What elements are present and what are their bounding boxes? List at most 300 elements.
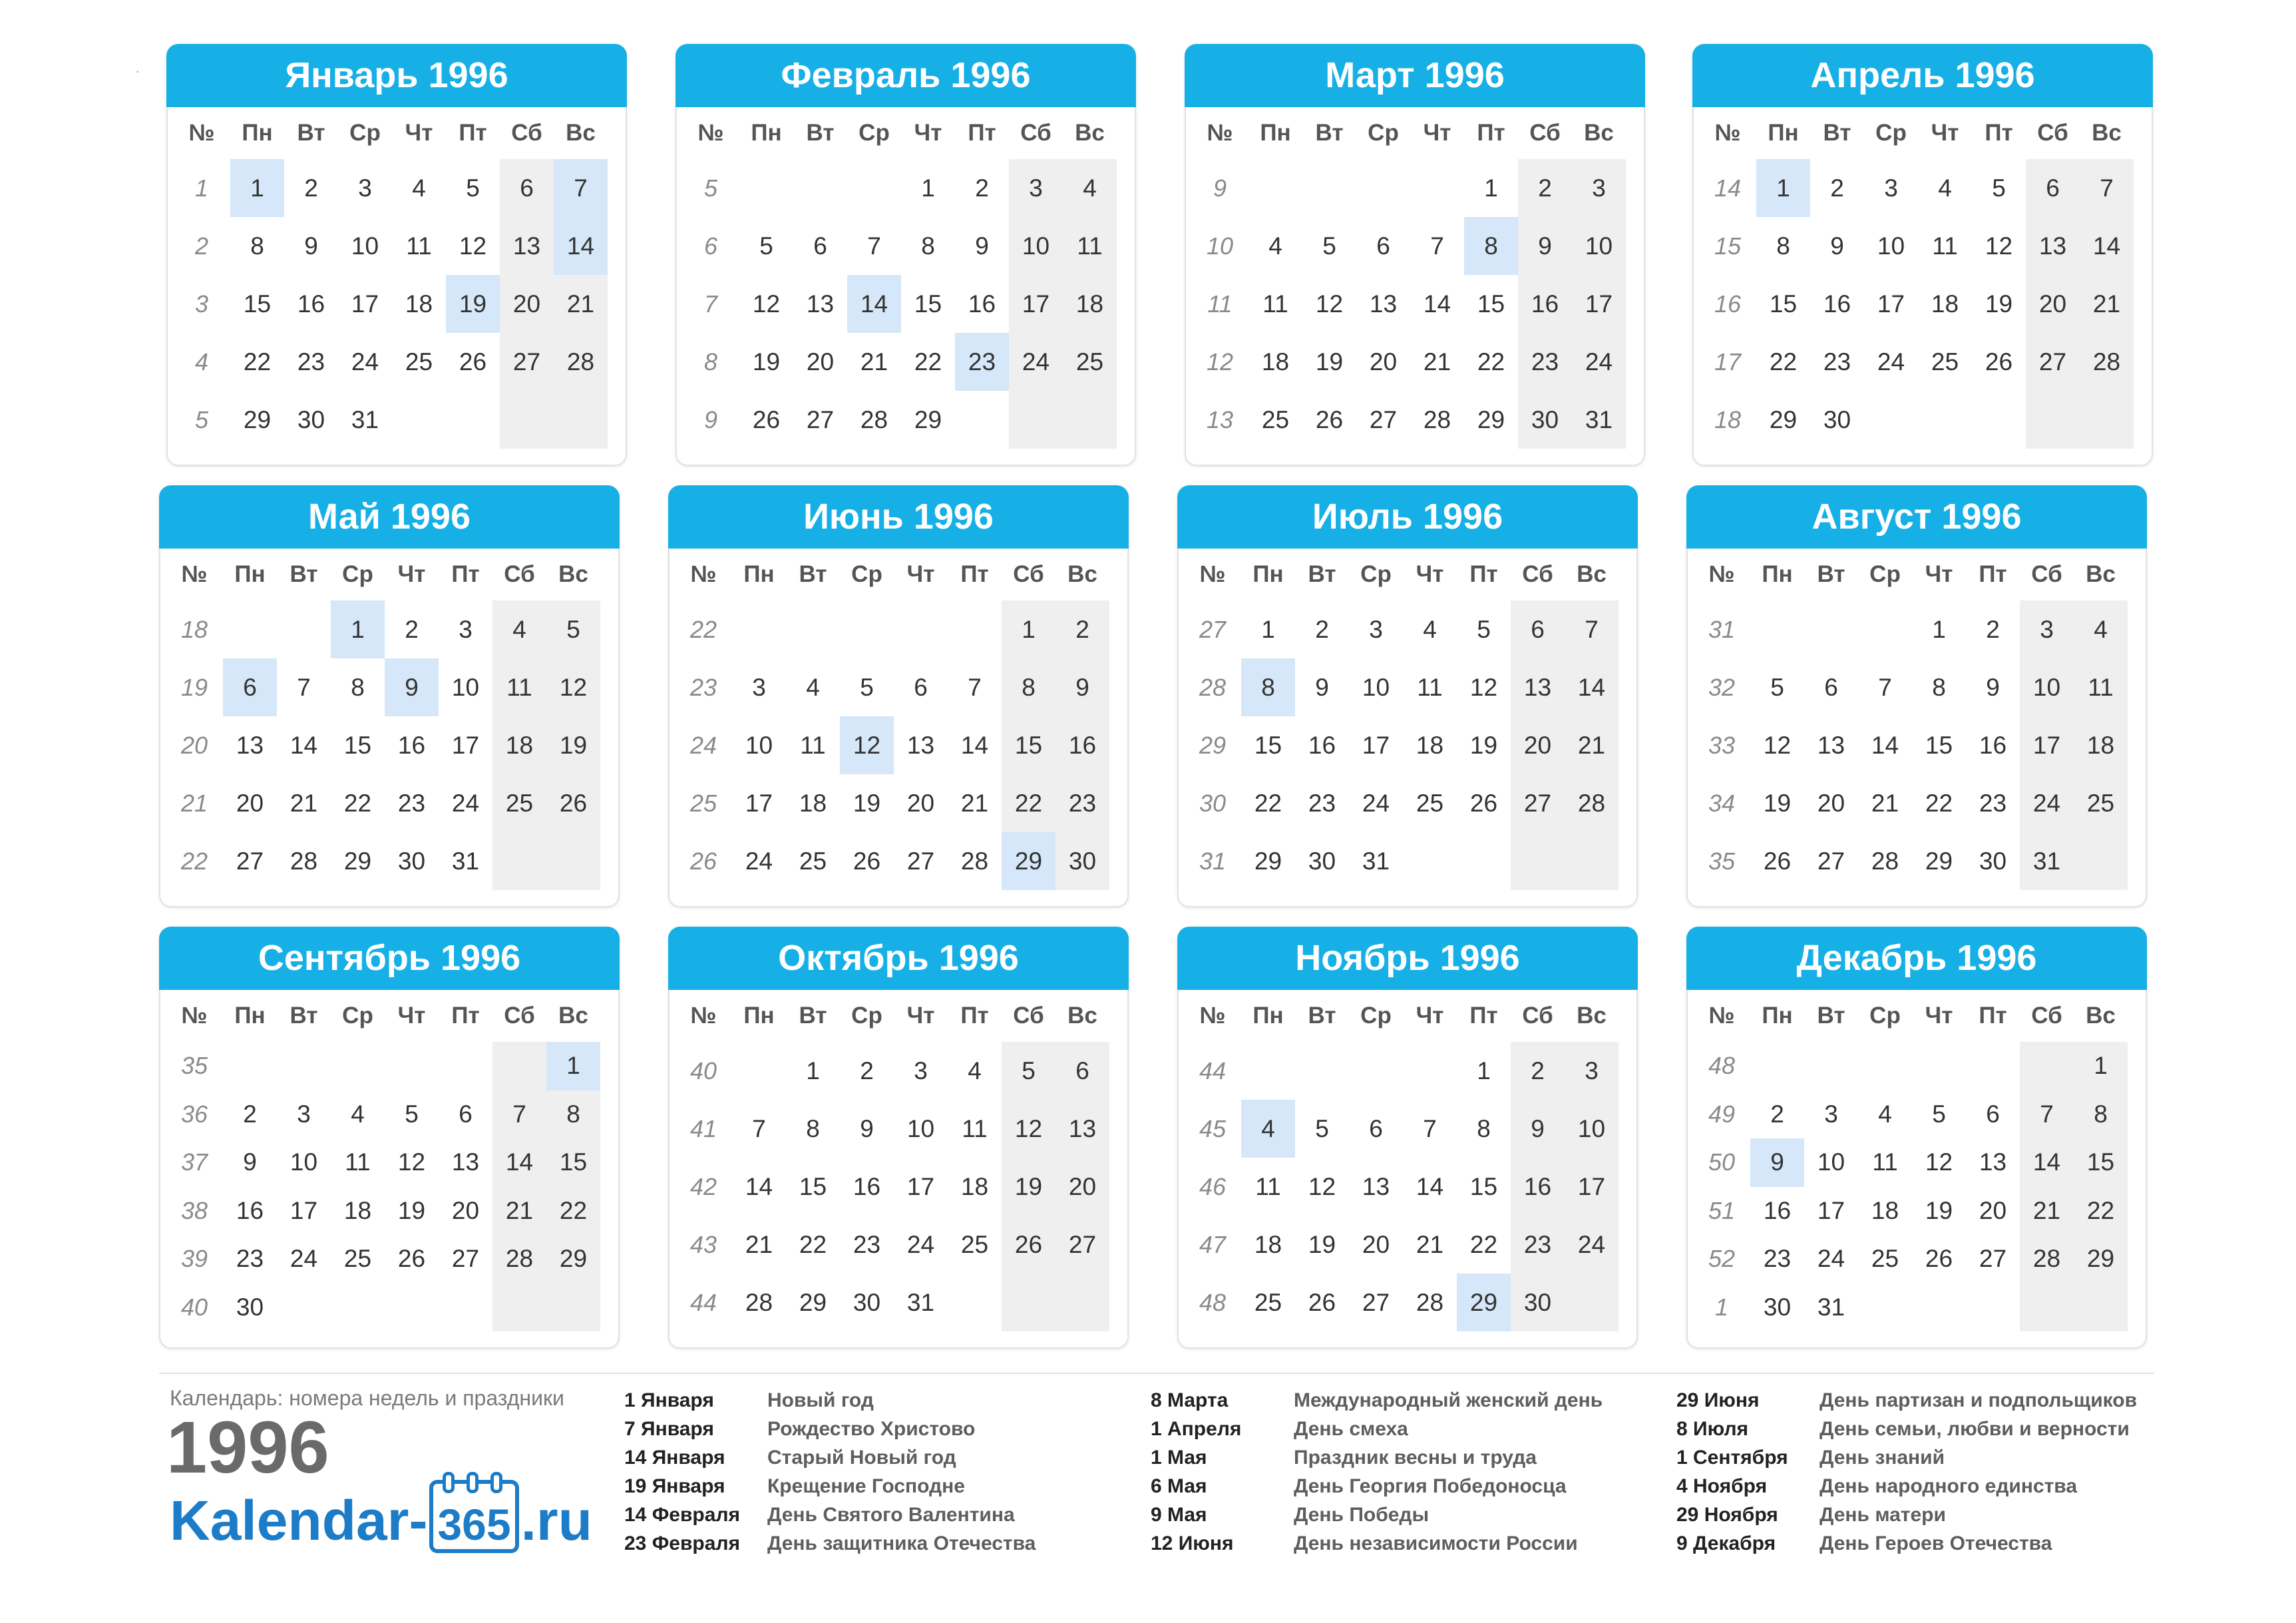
day-cell: 15: [343, 731, 372, 759]
day-cell: 25: [960, 1230, 989, 1258]
weekday-header: Пн: [1762, 1003, 1793, 1029]
day-cell: 28: [554, 333, 608, 391]
day-cell: 4: [412, 174, 426, 202]
holiday-date: 14 Января: [624, 1447, 725, 1469]
weekday-header: Ср: [851, 1003, 882, 1029]
footer-year: 1996: [166, 1407, 329, 1489]
day-cell: 29: [546, 1235, 600, 1283]
day-cell: 16: [236, 1196, 264, 1224]
week-number: 45: [1199, 1114, 1227, 1142]
week-number: 40: [689, 1056, 717, 1084]
week-number: 1: [194, 174, 209, 202]
day-cell: 2: [1315, 615, 1329, 643]
day-cell: 14: [1871, 731, 1899, 759]
weekday-header: Вс: [2086, 1003, 2116, 1029]
day-cell: 3: [1565, 1042, 1619, 1100]
holiday-day-cell: 1: [1756, 159, 1810, 217]
weekday-header-row: [1184, 549, 1619, 600]
day-cell: 21: [2020, 1187, 2074, 1236]
day-cell: 2: [1830, 174, 1844, 202]
day-cell: 17: [906, 1172, 935, 1200]
day-cell: 7: [1878, 673, 1892, 701]
day-cell: 11: [1417, 673, 1443, 701]
holiday-row: [1151, 1472, 1603, 1501]
weekday-header: Ср: [342, 1003, 373, 1029]
holiday-day-cell: 1: [546, 1042, 600, 1090]
day-cell: 7: [492, 1090, 546, 1139]
weekday-header: Сб: [2031, 561, 2062, 587]
day-cell: 15: [1477, 290, 1505, 318]
empty-day-cell: [894, 600, 948, 658]
weekday-header: Пт: [1979, 561, 2007, 587]
day-cell: 19: [397, 1196, 426, 1224]
day-cell: 26: [1763, 847, 1792, 875]
day-cell: 24: [906, 1230, 935, 1258]
empty-day-cell: [1972, 391, 2026, 449]
week-number: 36: [180, 1100, 208, 1128]
weekday-header: Пт: [1985, 120, 2013, 146]
weekday-header: Вс: [1067, 561, 1097, 587]
day-cell: 29: [1477, 405, 1505, 433]
weekday-header: Пн: [743, 1003, 775, 1029]
week-number: 44: [1199, 1056, 1227, 1084]
weekday-header-row: [1693, 549, 2128, 600]
day-cell: 24: [1572, 333, 1626, 391]
day-cell: 31: [1817, 1293, 1845, 1321]
empty-day-cell: [948, 1274, 1002, 1331]
holiday-column: [624, 1386, 1036, 1558]
holiday-day-cell: 1: [230, 159, 284, 217]
week-number: 23: [689, 673, 717, 701]
day-cell: 31: [1572, 391, 1626, 449]
empty-day-cell: [492, 1283, 546, 1332]
day-cell: 3: [2020, 600, 2074, 658]
days-grid: [166, 600, 600, 890]
empty-day-cell: [1511, 832, 1565, 890]
day-cell: 10: [1572, 217, 1626, 275]
holiday-row: [624, 1386, 1036, 1415]
calendar-ring-icon: [443, 1472, 455, 1493]
day-cell: 13: [1055, 1100, 1109, 1158]
day-cell: 30: [1518, 391, 1572, 449]
week-number-header: №: [1207, 120, 1233, 146]
week-number: 12: [1206, 348, 1234, 375]
day-cell: 21: [860, 348, 888, 375]
day-cell: 23: [1308, 789, 1336, 817]
day-cell: 19: [1002, 1158, 1055, 1216]
week-number: 19: [180, 673, 208, 701]
weekday-header: Вс: [1577, 1003, 1607, 1029]
day-cell: 28: [492, 1235, 546, 1283]
weekday-header: Пт: [1469, 561, 1498, 587]
day-cell: 2: [1518, 159, 1572, 217]
day-cell: 13: [1979, 1148, 2007, 1176]
week-number: 1: [1714, 1293, 1729, 1321]
holiday-date: 9 Декабря: [1676, 1532, 1776, 1554]
day-cell: 28: [289, 847, 318, 875]
day-cell: 29: [243, 405, 272, 433]
month-title: Декабрь 1996: [1686, 927, 2147, 990]
day-cell: 23: [236, 1245, 264, 1273]
weekday-header: Вс: [1584, 120, 1614, 146]
month-card: [1177, 485, 1638, 907]
day-cell: 8: [1776, 232, 1790, 260]
holiday-name: Праздник весны и труда: [1294, 1447, 1537, 1469]
weekday-header: Ср: [342, 561, 373, 587]
day-cell: 25: [2074, 774, 2128, 832]
weekday-header-row: [173, 107, 608, 159]
weekday-header: Чт: [906, 1003, 935, 1029]
day-cell: 1: [921, 174, 935, 202]
weekday-header: Вс: [1577, 561, 1607, 587]
day-cell: 24: [1877, 348, 1905, 375]
day-cell: 24: [745, 847, 773, 875]
day-cell: 2: [304, 174, 318, 202]
weekday-header-row: [675, 549, 1109, 600]
empty-day-cell: [277, 1283, 331, 1332]
month-title: Февраль 1996: [675, 44, 1136, 107]
empty-day-cell: [793, 159, 847, 217]
week-number: 27: [1199, 615, 1227, 643]
day-cell: 16: [1055, 716, 1109, 774]
day-cell: 17: [1572, 275, 1626, 333]
day-cell: 26: [853, 847, 881, 875]
day-cell: 19: [546, 716, 600, 774]
day-cell: 28: [1416, 1288, 1444, 1316]
day-cell: 4: [1878, 1100, 1892, 1128]
day-cell: 15: [799, 1172, 827, 1200]
week-number: 25: [689, 789, 717, 817]
day-cell: 12: [1925, 1148, 1953, 1176]
empty-day-cell: [1302, 159, 1356, 217]
day-cell: 25: [1871, 1245, 1899, 1273]
day-cell: 25: [1931, 348, 1959, 375]
empty-day-cell: [955, 391, 1009, 449]
weekday-header: Пт: [451, 561, 480, 587]
day-cell: 1: [1261, 615, 1275, 643]
day-cell: 30: [297, 405, 325, 433]
weekday-header: Чт: [914, 120, 942, 146]
day-cell: 23: [1763, 1245, 1792, 1273]
week-number: 28: [1199, 673, 1227, 701]
day-cell: 30: [397, 847, 426, 875]
empty-day-cell: [223, 1042, 277, 1090]
weekday-header: Ср: [349, 120, 381, 146]
weekday-header: Пт: [960, 561, 989, 587]
empty-day-cell: [385, 1283, 439, 1332]
weekday-header: Пн: [751, 120, 782, 146]
holiday-row: [624, 1529, 1036, 1558]
day-cell: 9: [243, 1148, 257, 1176]
day-cell: 17: [745, 789, 773, 817]
day-cell: 20: [1362, 1230, 1390, 1258]
day-cell: 13: [906, 731, 935, 759]
week-number: 49: [1708, 1100, 1736, 1128]
day-cell: 1: [2074, 1042, 2128, 1090]
day-cell: 20: [500, 275, 554, 333]
weekday-header: Вс: [1075, 120, 1105, 146]
day-cell: 9: [860, 1114, 874, 1142]
empty-day-cell: [277, 1042, 331, 1090]
weekday-header: Пт: [968, 120, 996, 146]
day-cell: 5: [1932, 1100, 1946, 1128]
day-cell: 27: [2026, 333, 2080, 391]
week-number: 13: [1206, 405, 1234, 433]
holiday-row: [1676, 1443, 2137, 1472]
holiday-date: 1 Апреля: [1151, 1418, 1242, 1440]
day-cell: 13: [451, 1148, 480, 1176]
day-cell: 1: [1477, 1056, 1491, 1084]
weekday-header: Вт: [799, 1003, 827, 1029]
empty-day-cell: [840, 600, 894, 658]
month-card: [1185, 44, 1645, 466]
holiday-date: 7 Января: [624, 1418, 714, 1440]
month-card: [1177, 927, 1638, 1349]
logo-calendar-badge: [429, 1480, 518, 1553]
day-cell: 18: [2074, 716, 2128, 774]
day-cell: 18: [405, 290, 433, 318]
week-number: 14: [1714, 174, 1742, 202]
day-cell: 25: [492, 774, 546, 832]
day-cell: 9: [975, 232, 989, 260]
day-cell: 25: [1261, 405, 1290, 433]
days-grid: [1191, 159, 1626, 449]
weekday-header: Сб: [2031, 1003, 2062, 1029]
day-cell: 14: [745, 1172, 773, 1200]
weekday-header: Вт: [1315, 120, 1344, 146]
day-cell: 28: [860, 405, 888, 433]
week-number: 31: [1708, 615, 1736, 643]
holiday-day-cell: 19: [446, 275, 500, 333]
day-cell: 12: [546, 658, 600, 716]
day-cell: 20: [1817, 789, 1845, 817]
day-cell: 22: [1469, 1230, 1498, 1258]
weekday-header: Сб: [504, 1003, 535, 1029]
day-cell: 10: [451, 673, 480, 701]
empty-day-cell: [277, 600, 331, 658]
day-cell: 9: [1518, 217, 1572, 275]
empty-day-cell: [1858, 1283, 1912, 1332]
day-cell: 21: [960, 789, 989, 817]
weekday-header: Сб: [1522, 561, 1553, 587]
day-cell: 13: [1369, 290, 1398, 318]
month-card: [1686, 927, 2147, 1349]
holiday-name: Новый год: [767, 1389, 874, 1411]
week-number: 18: [180, 615, 208, 643]
weekday-header: Пт: [1979, 1003, 2007, 1029]
day-cell: 2: [1986, 615, 2000, 643]
day-cell: 29: [1769, 405, 1798, 433]
empty-day-cell: [1565, 1274, 1619, 1331]
weekday-header: Вт: [1308, 561, 1336, 587]
day-cell: 11: [1872, 1148, 1898, 1176]
site-logo: [170, 1480, 592, 1553]
day-cell: 24: [289, 1245, 318, 1273]
day-cell: 6: [1986, 1100, 2000, 1128]
empty-day-cell: [2026, 391, 2080, 449]
day-cell: 23: [297, 348, 325, 375]
empty-day-cell: [1912, 1042, 1966, 1090]
holiday-name: День независимости России: [1294, 1532, 1578, 1554]
day-cell: 26: [752, 405, 781, 433]
holiday-day-cell: 6: [223, 658, 277, 716]
week-number: 16: [1714, 290, 1742, 318]
day-cell: 22: [343, 789, 372, 817]
empty-day-cell: [1565, 832, 1619, 890]
weekday-header: Вт: [297, 120, 325, 146]
day-cell: 12: [1308, 1172, 1336, 1200]
day-cell: 27: [806, 405, 835, 433]
weekday-header-row: [166, 549, 600, 600]
empty-day-cell: [1966, 1283, 2020, 1332]
day-cell: 30: [853, 1288, 881, 1316]
empty-day-cell: [2074, 832, 2128, 890]
holiday-row: [1676, 1529, 2137, 1558]
weekday-header: Вт: [806, 120, 835, 146]
day-cell: 10: [351, 232, 379, 260]
day-cell: 17: [1565, 1158, 1619, 1216]
day-cell: 30: [1308, 847, 1336, 875]
holiday-row: [624, 1501, 1036, 1529]
day-cell: 13: [1362, 1172, 1390, 1200]
days-grid: [1693, 600, 2128, 890]
day-cell: 31: [351, 405, 379, 433]
day-cell: 14: [492, 1138, 546, 1187]
week-number: 4: [194, 348, 209, 375]
month-title: Октябрь 1996: [668, 927, 1129, 990]
logo-badge-number: 365: [437, 1500, 511, 1549]
weekday-header: Чт: [906, 561, 935, 587]
day-cell: 8: [2074, 1090, 2128, 1139]
empty-day-cell: [1858, 1042, 1912, 1090]
day-cell: 3: [752, 673, 766, 701]
day-cell: 4: [2074, 600, 2128, 658]
weekday-header: Чт: [1931, 120, 1959, 146]
week-number: 35: [180, 1052, 208, 1080]
day-cell: 9: [1986, 673, 2000, 701]
day-cell: 23: [1823, 348, 1851, 375]
day-cell: 3: [1572, 159, 1626, 217]
day-cell: 26: [546, 774, 600, 832]
empty-day-cell: [1356, 159, 1410, 217]
empty-day-cell: [223, 600, 277, 658]
day-cell: 29: [2074, 1235, 2128, 1283]
week-number: 6: [703, 232, 718, 260]
day-cell: 8: [1477, 1114, 1491, 1142]
month-title: Март 1996: [1185, 44, 1645, 107]
weekday-header: Вт: [1823, 120, 1851, 146]
day-cell: 21: [554, 275, 608, 333]
holiday-date: 9 Мая: [1151, 1504, 1207, 1526]
day-cell: 30: [1511, 1274, 1565, 1331]
day-cell: 27: [1511, 774, 1565, 832]
day-cell: 26: [1469, 789, 1498, 817]
day-cell: 4: [1423, 615, 1437, 643]
day-cell: 9: [1830, 232, 1844, 260]
week-number: 2: [194, 232, 209, 260]
calendar-ring-icon: [467, 1472, 478, 1493]
day-cell: 16: [1511, 1158, 1565, 1216]
stray-dot: .: [136, 61, 140, 76]
empty-day-cell: [1750, 600, 1804, 658]
month-title: Июль 1996: [1177, 485, 1638, 549]
holiday-name: День защитника Отечества: [767, 1532, 1036, 1554]
day-cell: 5: [860, 673, 874, 701]
day-cell: 11: [406, 232, 432, 260]
holiday-date: 12 Июня: [1151, 1532, 1234, 1554]
week-number-header: №: [1708, 1003, 1735, 1029]
day-cell: 21: [1423, 348, 1451, 375]
days-grid: [1699, 159, 2134, 449]
day-cell: 12: [1985, 232, 2013, 260]
month-card: [166, 44, 627, 466]
day-cell: 15: [1254, 731, 1282, 759]
day-cell: 19: [853, 789, 881, 817]
day-cell: 6: [914, 673, 928, 701]
day-cell: 24: [1009, 333, 1063, 391]
day-cell: 11: [1255, 1172, 1281, 1200]
empty-day-cell: [786, 600, 840, 658]
weekday-header: Сб: [1529, 120, 1561, 146]
day-cell: 15: [1769, 290, 1798, 318]
week-number: 33: [1708, 731, 1736, 759]
holiday-day-cell: 14: [554, 217, 608, 275]
day-cell: 8: [250, 232, 264, 260]
weekday-header: Вс: [566, 120, 596, 146]
footer-divider: [159, 1373, 2154, 1374]
day-cell: 14: [960, 731, 989, 759]
week-number: 18: [1714, 405, 1742, 433]
holiday-day-cell: 9: [1750, 1138, 1804, 1187]
day-cell: 17: [1362, 731, 1390, 759]
day-cell: 26: [1308, 1288, 1336, 1316]
day-cell: 24: [1565, 1216, 1619, 1274]
day-cell: 7: [1565, 600, 1619, 658]
day-cell: 10: [2020, 658, 2074, 716]
empty-day-cell: [1241, 1042, 1295, 1100]
day-cell: 11: [962, 1114, 988, 1142]
day-cell: 5: [1477, 615, 1491, 643]
day-cell: 11: [800, 731, 826, 759]
week-number: 10: [1206, 232, 1234, 260]
day-cell: 21: [1871, 789, 1899, 817]
holiday-day-cell: 14: [847, 275, 901, 333]
logo-prefix: Kalendar-: [170, 1489, 428, 1552]
day-cell: 17: [1877, 290, 1905, 318]
weekday-header: Пн: [234, 561, 266, 587]
day-cell: 7: [2020, 1090, 2074, 1139]
holiday-row: [1151, 1501, 1603, 1529]
weekday-header: Пн: [1260, 120, 1291, 146]
holiday-date: 19 Января: [624, 1475, 725, 1497]
day-cell: 24: [451, 789, 480, 817]
logo-suffix: .ru: [520, 1489, 592, 1552]
day-cell: 14: [289, 731, 318, 759]
week-number-header: №: [690, 1003, 717, 1029]
empty-day-cell: [439, 1042, 492, 1090]
day-cell: 26: [1002, 1216, 1055, 1274]
weekday-header: Пн: [1252, 1003, 1284, 1029]
weekday-header: Пн: [242, 120, 273, 146]
empty-day-cell: [2080, 391, 2134, 449]
weekday-header-row: [1191, 107, 1626, 159]
day-cell: 3: [1884, 174, 1898, 202]
day-cell: 13: [236, 731, 264, 759]
day-cell: 10: [289, 1148, 318, 1176]
day-cell: 16: [1308, 731, 1336, 759]
day-cell: 15: [546, 1138, 600, 1187]
day-cell: 30: [1823, 405, 1851, 433]
